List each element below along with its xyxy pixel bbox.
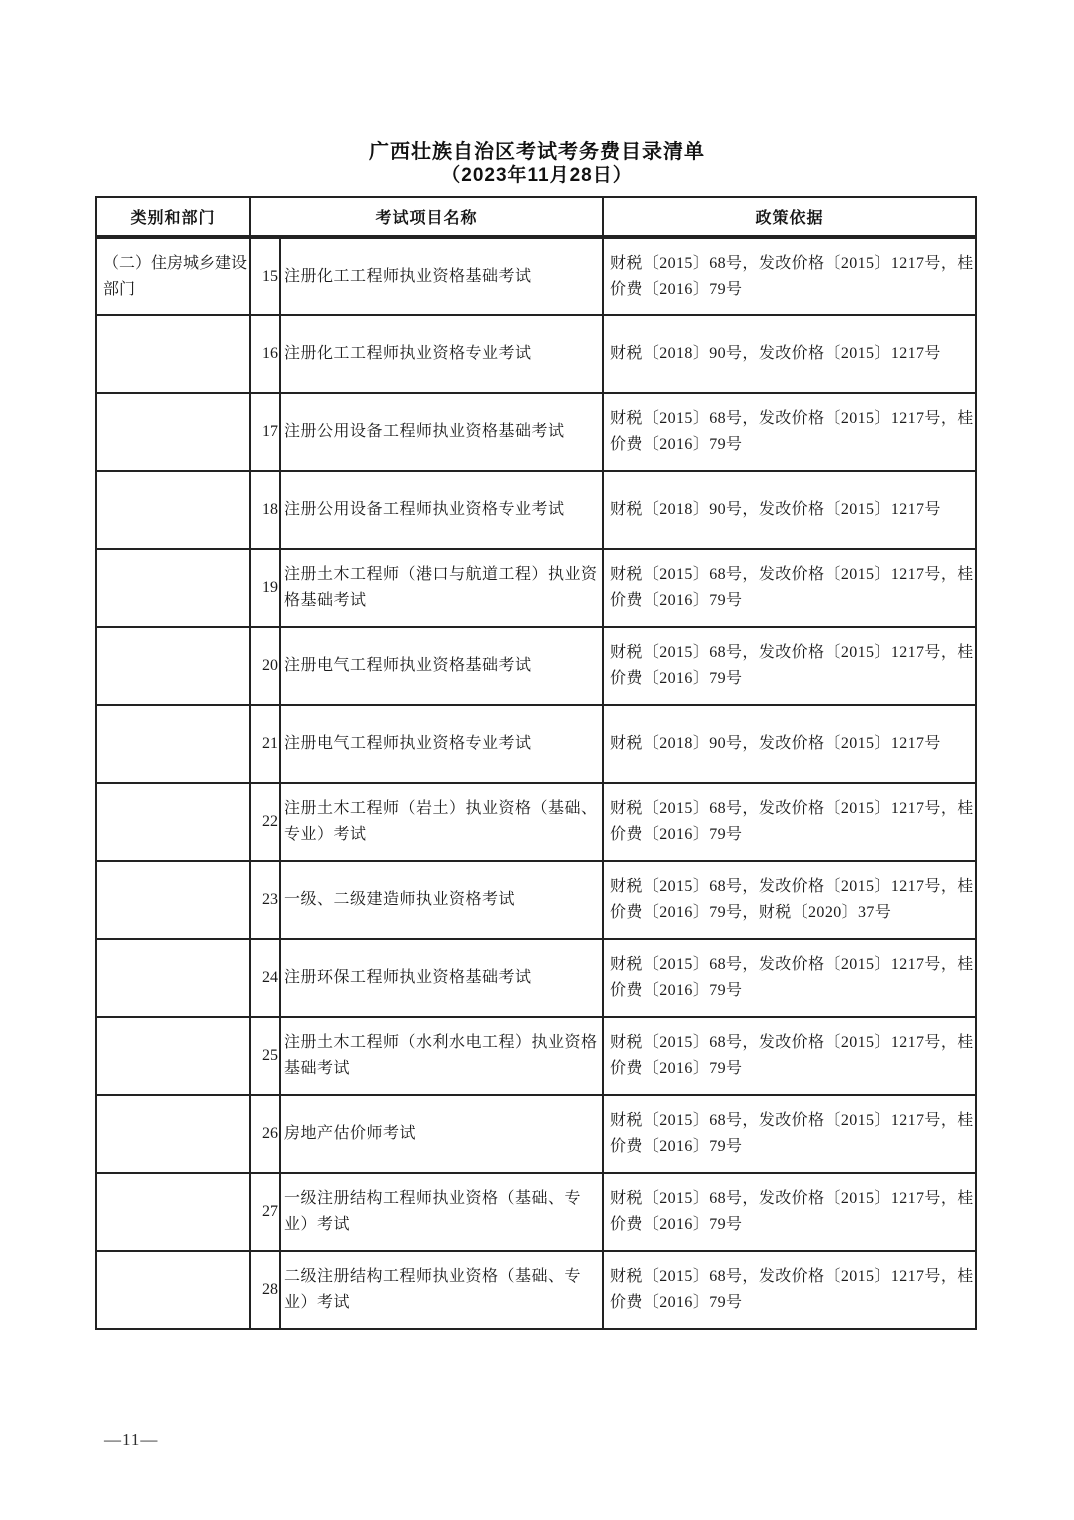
policy-basis-cell: 财税〔2018〕90号，发改价格〔2015〕1217号 bbox=[603, 705, 976, 783]
policy-basis-cell: 财税〔2015〕68号，发改价格〔2015〕1217号，桂价费〔2016〕79号 bbox=[603, 627, 976, 705]
table-row bbox=[96, 861, 976, 939]
exam-name-cell: 注册化工工程师执业资格基础考试 bbox=[280, 237, 603, 315]
table-row bbox=[96, 939, 976, 1017]
row-number-cell: 24 bbox=[250, 939, 280, 1017]
department-cell bbox=[96, 939, 250, 1017]
policy-basis-cell: 财税〔2015〕68号，发改价格〔2015〕1217号，桂价费〔2016〕79号 bbox=[603, 393, 976, 471]
row-number-cell: 21 bbox=[250, 705, 280, 783]
policy-basis-cell: 财税〔2015〕68号，发改价格〔2015〕1217号，桂价费〔2016〕79号 bbox=[603, 783, 976, 861]
department-cell bbox=[96, 1173, 250, 1251]
policy-basis-cell: 财税〔2015〕68号，发改价格〔2015〕1217号，桂价费〔2016〕79号 bbox=[603, 1251, 976, 1329]
policy-basis-cell: 财税〔2018〕90号，发改价格〔2015〕1217号 bbox=[603, 471, 976, 549]
table-row bbox=[96, 471, 976, 549]
department-cell bbox=[96, 315, 250, 393]
department-cell bbox=[96, 783, 250, 861]
table-row bbox=[96, 237, 976, 315]
table-header-row bbox=[96, 197, 976, 237]
department-cell bbox=[96, 1095, 250, 1173]
page-title: 广西壮族自治区考试考务费目录清单 bbox=[369, 141, 705, 163]
policy-basis-cell: 财税〔2015〕68号，发改价格〔2015〕1217号，桂价费〔2016〕79号 bbox=[603, 1095, 976, 1173]
policy-basis-cell: 财税〔2015〕68号，发改价格〔2015〕1217号，桂价费〔2016〕79号 bbox=[603, 1017, 976, 1095]
row-number-cell: 27 bbox=[250, 1173, 280, 1251]
row-number-cell: 25 bbox=[250, 1017, 280, 1095]
exam-name-cell: 注册电气工程师执业资格专业考试 bbox=[280, 705, 603, 783]
exam-name-cell: 注册化工工程师执业资格专业考试 bbox=[280, 315, 603, 393]
row-number-cell: 16 bbox=[250, 315, 280, 393]
exam-name-cell: 注册土木工程师（水利水电工程）执业资格基础考试 bbox=[280, 1017, 603, 1095]
department-cell bbox=[96, 393, 250, 471]
table-row bbox=[96, 705, 976, 783]
exam-name-cell: 房地产估价师考试 bbox=[280, 1095, 603, 1173]
table-row bbox=[96, 783, 976, 861]
row-number-cell: 18 bbox=[250, 471, 280, 549]
policy-basis-cell: 财税〔2015〕68号，发改价格〔2015〕1217号，桂价费〔2016〕79号 bbox=[603, 1173, 976, 1251]
department-cell bbox=[96, 549, 250, 627]
exam-name-cell: 一级注册结构工程师执业资格（基础、专业）考试 bbox=[280, 1173, 603, 1251]
policy-basis-cell: 财税〔2015〕68号，发改价格〔2015〕1217号，桂价费〔2016〕79号 bbox=[603, 237, 976, 315]
exam-fee-table bbox=[95, 196, 977, 1330]
page-number: —11— bbox=[104, 1430, 159, 1449]
exam-name-cell: 注册土木工程师（港口与航道工程）执业资格基础考试 bbox=[280, 549, 603, 627]
exam-name-cell: 注册土木工程师（岩土）执业资格（基础、专业）考试 bbox=[280, 783, 603, 861]
row-number-cell: 17 bbox=[250, 393, 280, 471]
department-cell bbox=[96, 1251, 250, 1329]
department-cell bbox=[96, 705, 250, 783]
row-number-cell: 20 bbox=[250, 627, 280, 705]
department-cell: （二）住房城乡建设部门 bbox=[96, 237, 250, 315]
table-row bbox=[96, 549, 976, 627]
exam-name-cell: 注册环保工程师执业资格基础考试 bbox=[280, 939, 603, 1017]
exam-name-cell: 一级、二级建造师执业资格考试 bbox=[280, 861, 603, 939]
exam-name-cell: 注册公用设备工程师执业资格基础考试 bbox=[280, 393, 603, 471]
table-row bbox=[96, 1017, 976, 1095]
policy-basis-cell: 财税〔2015〕68号，发改价格〔2015〕1217号，桂价费〔2016〕79号，财税〔2020〕37号 bbox=[603, 861, 976, 939]
exam-name-cell: 注册电气工程师执业资格基础考试 bbox=[280, 627, 603, 705]
row-number-cell: 28 bbox=[250, 1251, 280, 1329]
row-number-cell: 26 bbox=[250, 1095, 280, 1173]
policy-basis-cell: 财税〔2015〕68号，发改价格〔2015〕1217号，桂价费〔2016〕79号 bbox=[603, 939, 976, 1017]
exam-name-cell: 注册公用设备工程师执业资格专业考试 bbox=[280, 471, 603, 549]
row-number-cell: 22 bbox=[250, 783, 280, 861]
policy-basis-cell: 财税〔2015〕68号，发改价格〔2015〕1217号，桂价费〔2016〕79号 bbox=[603, 549, 976, 627]
department-cell bbox=[96, 471, 250, 549]
table-row bbox=[96, 315, 976, 393]
row-number-cell: 23 bbox=[250, 861, 280, 939]
table-row bbox=[96, 1095, 976, 1173]
policy-basis-cell: 财税〔2018〕90号，发改价格〔2015〕1217号 bbox=[603, 315, 976, 393]
department-cell bbox=[96, 627, 250, 705]
table-row bbox=[96, 627, 976, 705]
header-exam-name: 考试项目名称 bbox=[250, 197, 603, 237]
row-number-cell: 19 bbox=[250, 549, 280, 627]
table-row bbox=[96, 1251, 976, 1329]
page-subtitle: （2023年11月28日） bbox=[441, 165, 633, 186]
header-category-department: 类别和部门 bbox=[96, 197, 250, 237]
table-row bbox=[96, 1173, 976, 1251]
department-cell bbox=[96, 1017, 250, 1095]
row-number-cell: 15 bbox=[250, 237, 280, 315]
table-row bbox=[96, 393, 976, 471]
exam-name-cell: 二级注册结构工程师执业资格（基础、专业）考试 bbox=[280, 1251, 603, 1329]
header-policy-basis: 政策依据 bbox=[603, 197, 976, 237]
document-header bbox=[0, 0, 1074, 188]
department-cell bbox=[96, 861, 250, 939]
